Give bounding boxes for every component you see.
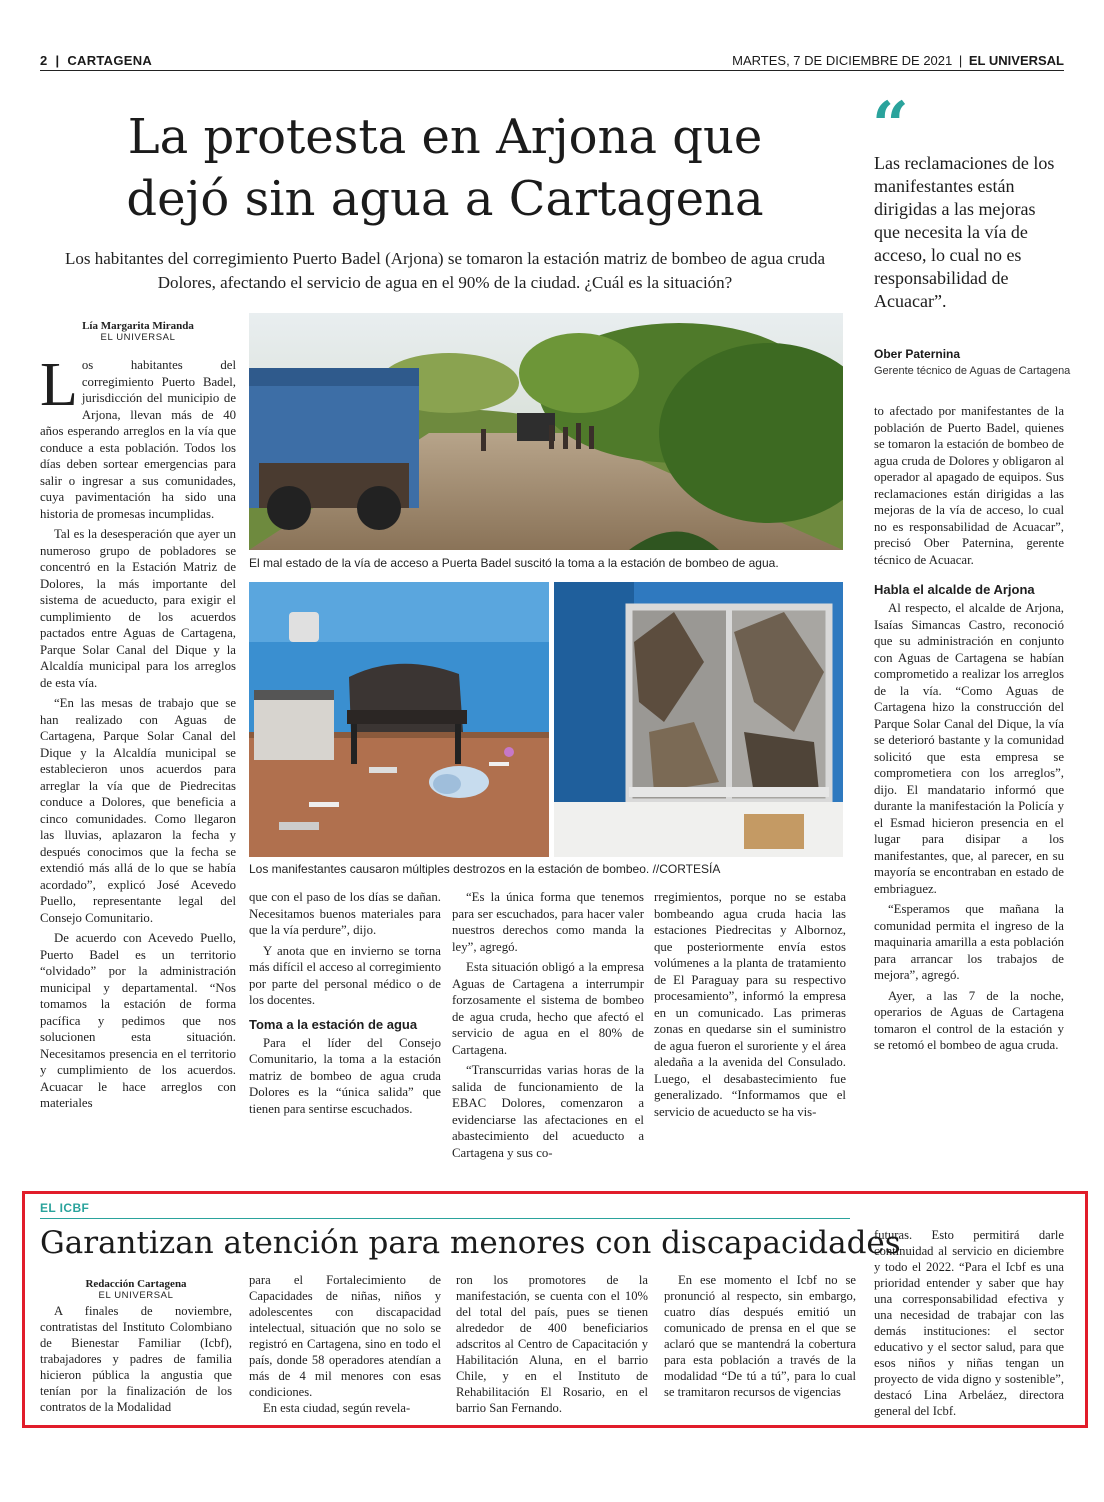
paragraph: to afectado por manifestantes de la población de Puerto Badel, quienes se tomaron la estación de bombeo de agua cruda de Dolores y obligaron al operador al apagado de equipos. Sus reclamaciones están dirigidas a las mejoras de la vía de acceso, lo cual no es responsabilidad de Acuacar”, precisó Ober Paternina, gerente técnico de Acuacar. (874, 404, 1064, 567)
paragraph: Al respecto, el alcalde de Arjona, Isaías Simancas Castro, reconoció que su administración en conjunto con Aguas de Cartagena se habían comprometido a realizar los arreglos de la vía. “Como Aguas de Cartagena hizo la construcción del Parque Solar Canal del Dique, la vía se deterioró bastante y la comunidad solicitó que esta empresa se comprometiera con los arreglos”, dijo. El mandatario informó que durante la manifestación la Policía y el Esmad hicieron presencia en el lugar para disipar a los manifestantes, que, al parecer, en su mayoría se encontraban en estado de embriaguez. (874, 601, 1064, 896)
paragraph: “Esperamos que mañana la comunidad permita el ingreso de la maquinaria amarilla a esta población para arrancar los trabajos de mejora”, agregó. (874, 902, 1064, 982)
quote-source-role: Gerente técnico de Aguas de Cartagena (874, 365, 1071, 377)
article-column-3 (452, 889, 644, 1161)
secondary-headline: Garantizan atención para menores con discapacidades (40, 1225, 901, 1261)
headline-line-1: La protesta en Arjona que (127, 109, 763, 165)
paragraph: A finales de noviembre, contratistas del Instituto Colombiano de Bienestar Familiar (Icbf), trabajadores y padres de familia hicieron pública la angustia que tenían por la finalización de los contratos de la Modalidad (40, 1304, 232, 1414)
drop-cap: L (40, 351, 78, 419)
lead-paragraph: Los habitantes del corregimiento Puerto Badel, jurisdicción del municipio de Arjona, llevan más de 40 años esperando arreglos en la vía que conduce a esta población. Todos los días deben sortear emergencias para salir o ingresar a sus comunidades, cuya pavimentación ha sido una historia de promesas incumplidas. (40, 351, 236, 521)
newspaper-name: EL UNIVERSAL (968, 53, 1064, 68)
story2-column-5 (874, 1227, 1064, 1419)
article-column-5 (874, 403, 1064, 1054)
article-column-1 (40, 320, 236, 1112)
byline-name: Redacción Cartagena (85, 1278, 187, 1290)
paragraph: para el Fortalecimiento de Capacidades de niñas, niños y adolescentes con discapacidad intelectual, situación que no solo se registró en Cartagena, sino en todo el país, donde 58 operadores atendían a más de 4 mil menores con esas condiciones. (249, 1273, 441, 1399)
paragraph: rregimientos, porque no se estaba bombeando agua cruda hacia las estaciones Piedrecitas y Albornoz, que posteriormente envía estos volúmenes a la planta de tratamiento de El Paraguay para su respectivo procesamiento”, informó la empresa en un comunicado. Las primeras zonas en quedarse sin el suministro de agua fueron el suroriente y el área aledaña a la avenida del Consulado. Luego, el desabastecimiento fue generalizado. “Informamos que el servicio de acueducto se ha vis- (654, 890, 846, 1119)
page-number: 2 (40, 53, 48, 68)
quote-mark-icon: “ (872, 88, 909, 163)
byline-outlet: EL UNIVERSAL (98, 1290, 174, 1301)
story2-column-1 (40, 1278, 232, 1415)
quote-source-name: Ober Paternina (874, 347, 961, 361)
paragraph: Y anota que en invierno se torna más difícil el acceso al corregimiento por parte del personal médico o de los docentes. (249, 943, 441, 1007)
article-dek: Los habitantes del corregimiento Puerto Badel (Arjona) se tomaron la estación matriz de bombeo de agua cruda Dolores, afectando el servicio de agua en el 90% de la ciudad. ¿Cuál es la situación? (64, 249, 825, 292)
dateline: MARTES, 7 DE DICIEMBRE DE 2021 | EL UNIVERSAL (732, 53, 1064, 68)
subheading: Habla el alcalde de Arjona (874, 582, 1035, 597)
paragraph: Tal es la desesperación que ayer un numeroso grupo de pobladores se concentró en la Estación Matriz de Dolores, la más importante del sistema de acueducto, para exigir el cumplimiento de los acuerdos pactados entre Aguas de Cartagena, Parque Solar Canal del Dique y la Alcaldía municipal para los arreglos de esta vía. (40, 527, 236, 690)
paragraph: De acuerdo con Acevedo Puello, Puerto Badel es un territorio “olvidado” por la administración municipal y departamental. “Nos tomamos la estación de forma pacífica y pedimos que nos solucionen esta situación. Necesitamos presencia en el territorio y cumplimiento de los acuerdos. Acuacar le hace arreglos con materiales (40, 931, 236, 1110)
issue-date: MARTES, 7 DE DICIEMBRE DE 2021 (732, 53, 953, 68)
section-name: CARTAGENA (67, 53, 153, 68)
byline-name: Lía Margarita Miranda (82, 320, 194, 332)
photo-caption-2: Los manifestantes causaron múltiples destrozos en la estación de bombeo. //CORTESÍA (249, 862, 721, 876)
road-protest-photo (249, 313, 843, 550)
paragraph: futuras. Esto permitirá darle continuidad al servicio en diciembre y todo el 2022. “Para el Icbf es una prioridad entender y saber que hay una corresponsabilidad efectiva y una necesidad de trabajar con las demás instituciones: el sector educativo y el sector salud, para que esos niños y niñas tengan un proyecto de vida digno y sostenible”, destacó Lina Arbeláez, directora general del Icbf. (874, 1228, 1064, 1418)
header-rule (40, 70, 1064, 71)
paragraph: “Transcurridas varias horas de la salida de funcionamiento de la EBAC Dolores, comenzaron a evidenciarse las afectaciones en el abastecimiento del acueducto a Cartagena y sus co- (452, 1063, 644, 1160)
pull-quote: Las reclamaciones de los manifestantes están dirigidas a las mejoras que necesita la vía de acceso, lo cual no es responsabilidad de Acuacar”. (874, 153, 1055, 311)
broken-window-photo (554, 582, 843, 857)
paragraph: ron los promotores de la manifestación, se cuenta con el 10% del total del país, pues se tienen alrededor de 400 beneficiarios adscritos al Centro de Capacitación y Habilitación Aluna, en el barrio Chile, y en el Instituto de Rehabilitación El Rosario, en el barrio San Fernando. (456, 1273, 648, 1415)
byline-outlet: EL UNIVERSAL (100, 332, 176, 343)
article-column-4 (654, 889, 846, 1120)
page-section-label: 2 | CARTAGENA (40, 53, 153, 68)
paragraph: En ese momento el Icbf no se pronunció al respecto, sin embargo, cuatro días después emitió un comunicado de prensa en el que se aclaró que se mantendrá la cobertura para esta población a través de la modalidad “De tú a tú”, para lo cual se tramitaron recursos de vigencias (664, 1273, 856, 1399)
photo-caption-1: El mal estado de la vía de acceso a Puerta Badel suscitó la toma a la estación de bombeo de agua. (249, 556, 779, 570)
article-headline (40, 106, 850, 230)
headline-line-2: dejó sin agua a Cartagena (126, 171, 764, 227)
story2-column-4 (664, 1272, 856, 1400)
article-column-2 (249, 889, 441, 1117)
story2-column-2 (249, 1272, 441, 1416)
kicker-rule (40, 1218, 850, 1219)
subheading: Toma a la estación de agua (249, 1016, 418, 1032)
story2-column-3 (456, 1272, 648, 1416)
paragraph: Ayer, a las 7 de la noche, operarios de Aguas de Cartagena tomaron el control de la estación y se retomó el bombeo de agua cruda. (874, 988, 1064, 1052)
paragraph: “Es la única forma que tenemos para ser escuchados, para hacer valer nuestros derechos como manda la ley”, agregó. (452, 890, 644, 954)
paragraph: Para el líder del Consejo Comunitario, la toma a la estación matriz de bombeo de agua cruda Dolores es la “única salida” que tienen para sentirse escuchados. (249, 1035, 441, 1116)
paragraph: que con el paso de los días se dañan. Necesitamos buenos materiales para que la vía perdure”, dijo. (249, 890, 441, 937)
section-kicker: EL ICBF (40, 1201, 90, 1215)
paragraph: Esta situación obligó a la empresa Aguas de Cartagena a interrumpir forzosamente el sistema de bombeo de agua cruda, hecho que afectó el servicio de agua en el 80% de Cartagena. (452, 960, 644, 1057)
paragraph: “En las mesas de trabajo que se han realizado con Aguas de Cartagena, Parque Solar Canal del Dique y la Alcaldía municipal se establecieron unos acuerdos para arreglar la vía que de Piedrecitas conduce a Dolores, que beneficia a cinco comunidades. Como llegaron las lluvias, aplazaron la fecha y después conocimos que la fecha se extendió más allá de lo que se había acordado”, explicó José Acevedo Puello, representante legal del Consejo Comunitario. (40, 696, 236, 925)
paragraph: En esta ciudad, según revela- (263, 1401, 411, 1415)
vandalized-room-photo (249, 582, 549, 857)
